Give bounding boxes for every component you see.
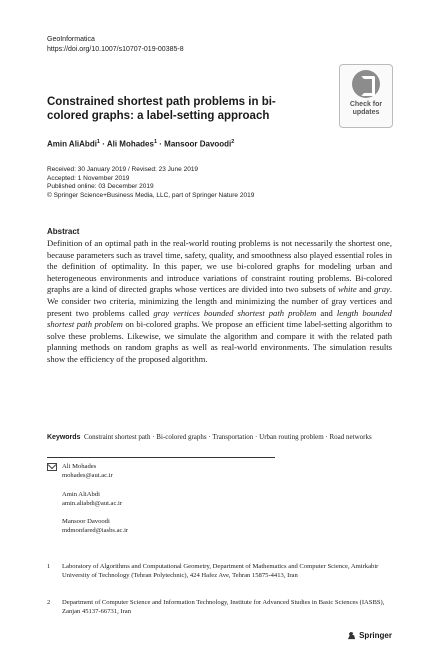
contact-name: Ali Mohades bbox=[62, 463, 97, 470]
publisher-logo bbox=[347, 631, 392, 640]
publication-dates bbox=[47, 166, 347, 200]
badge-line2: updates bbox=[352, 109, 380, 116]
contact-entry bbox=[62, 490, 122, 508]
affiliation-number: 2 bbox=[47, 599, 51, 606]
abstract-heading: Abstract bbox=[47, 227, 80, 236]
copyright-notice: © Springer Science+Business Media, LLC, part of Springer Nature 2019 bbox=[47, 191, 255, 199]
accepted-date: Accepted: 1 November 2019 bbox=[47, 174, 130, 182]
author-affiliation-ref: 1 bbox=[96, 139, 100, 145]
term-gray: gray bbox=[374, 284, 390, 295]
author-list bbox=[47, 139, 234, 149]
contact-email[interactable]: mohades@aut.ac.ir bbox=[62, 472, 113, 479]
publisher-name: Springer bbox=[359, 631, 392, 640]
keywords-label: Keywords bbox=[47, 434, 81, 441]
problem-name-1: gray vertices bounded shortest path problem bbox=[153, 307, 317, 318]
author-name[interactable]: Amin AliAbdi bbox=[47, 139, 97, 149]
contact-name: Mansoor Davoodi bbox=[62, 518, 110, 525]
paper-title: Constrained shortest path problems in bi-colored graphs: a label-setting approach bbox=[47, 96, 276, 122]
journal-name: GeoInformatica bbox=[47, 36, 95, 43]
problem-name-2: length bounded shortest path problem bbox=[47, 307, 392, 330]
bookmark-icon bbox=[352, 70, 380, 98]
affiliation-text: Department of Computer Science and Information Technology, Institute for Advanced Studies in Basic Sciences (IASBS), Zanjan 45137-66731, Iran bbox=[62, 599, 385, 615]
contact-entry bbox=[62, 462, 113, 480]
contact-email[interactable]: amin.aliabdi@aut.ac.ir bbox=[62, 500, 123, 507]
author-separator: · bbox=[102, 139, 105, 149]
affiliation-text: Laboratory of Algorithms and Computational Geometry, Department of Mathematics and Computer Science, Amirkabir University of Technology (Tehran Polytechnic), 424 Hafez Ave, Tehran 15875-4413, Iran bbox=[62, 563, 379, 579]
check-for-updates-badge[interactable] bbox=[339, 64, 393, 128]
footnote-divider bbox=[47, 457, 275, 458]
affiliation-number: 1 bbox=[47, 563, 51, 570]
author-name[interactable]: Ali Mohades bbox=[106, 139, 154, 149]
keywords-list: Constraint shortest path · Bi-colored graphs · Transportation · Urban routing problem · Road networks bbox=[83, 433, 372, 441]
contact-email[interactable]: mdmonfared@iasbs.ac.ir bbox=[62, 527, 129, 534]
author-name[interactable]: Mansoor Davoodi bbox=[164, 139, 232, 149]
keywords bbox=[47, 432, 392, 443]
term-white: white bbox=[338, 284, 357, 295]
badge-line1: Check for bbox=[349, 101, 383, 108]
author-affiliation-ref: 1 bbox=[153, 139, 158, 145]
envelope-icon bbox=[47, 463, 57, 471]
abstract-text: Definition of an optimal path in the real-world routing problems is not necessarily the shortest one, because parameters such as travel time, safety, quality, and smoothness also played essential roles in the definition of optimality. In this paper, we use bi-colored graphs for modeling urban and heterogeneous environments and introduce variations of constraint routing problems. Bi-colored graphs are a kind of directed graphs whose vertices are divided into two subsets of white and gray. We consider two criteria, minimizing the length and minimizing the number of gray vertices and present two problems called gray vertices bounded shortest path problem and length bounded shortest path problem on bi-colored graphs. We propose an efficient time label-setting algorithm to solve these problems. Likewise, we simulate the algorithm and compare it with the related path planning methods on random graphs as well as real-world environments. The simulation results show the efficiency of the proposed algorithm. bbox=[47, 238, 392, 364]
published-date: Published online: 03 December 2019 bbox=[47, 183, 154, 190]
author-separator: · bbox=[159, 139, 162, 149]
author-affiliation-ref: 2 bbox=[231, 139, 235, 145]
contact-entry bbox=[62, 517, 128, 535]
received-date: Received: 30 January 2019 / Revised: 23 June 2019 bbox=[47, 166, 199, 173]
contact-name: Amin AliAbdi bbox=[62, 491, 100, 498]
doi-link[interactable]: https://doi.org/10.1007/s10707-019-00385-8 bbox=[47, 46, 184, 53]
springer-horse-icon bbox=[347, 631, 356, 640]
